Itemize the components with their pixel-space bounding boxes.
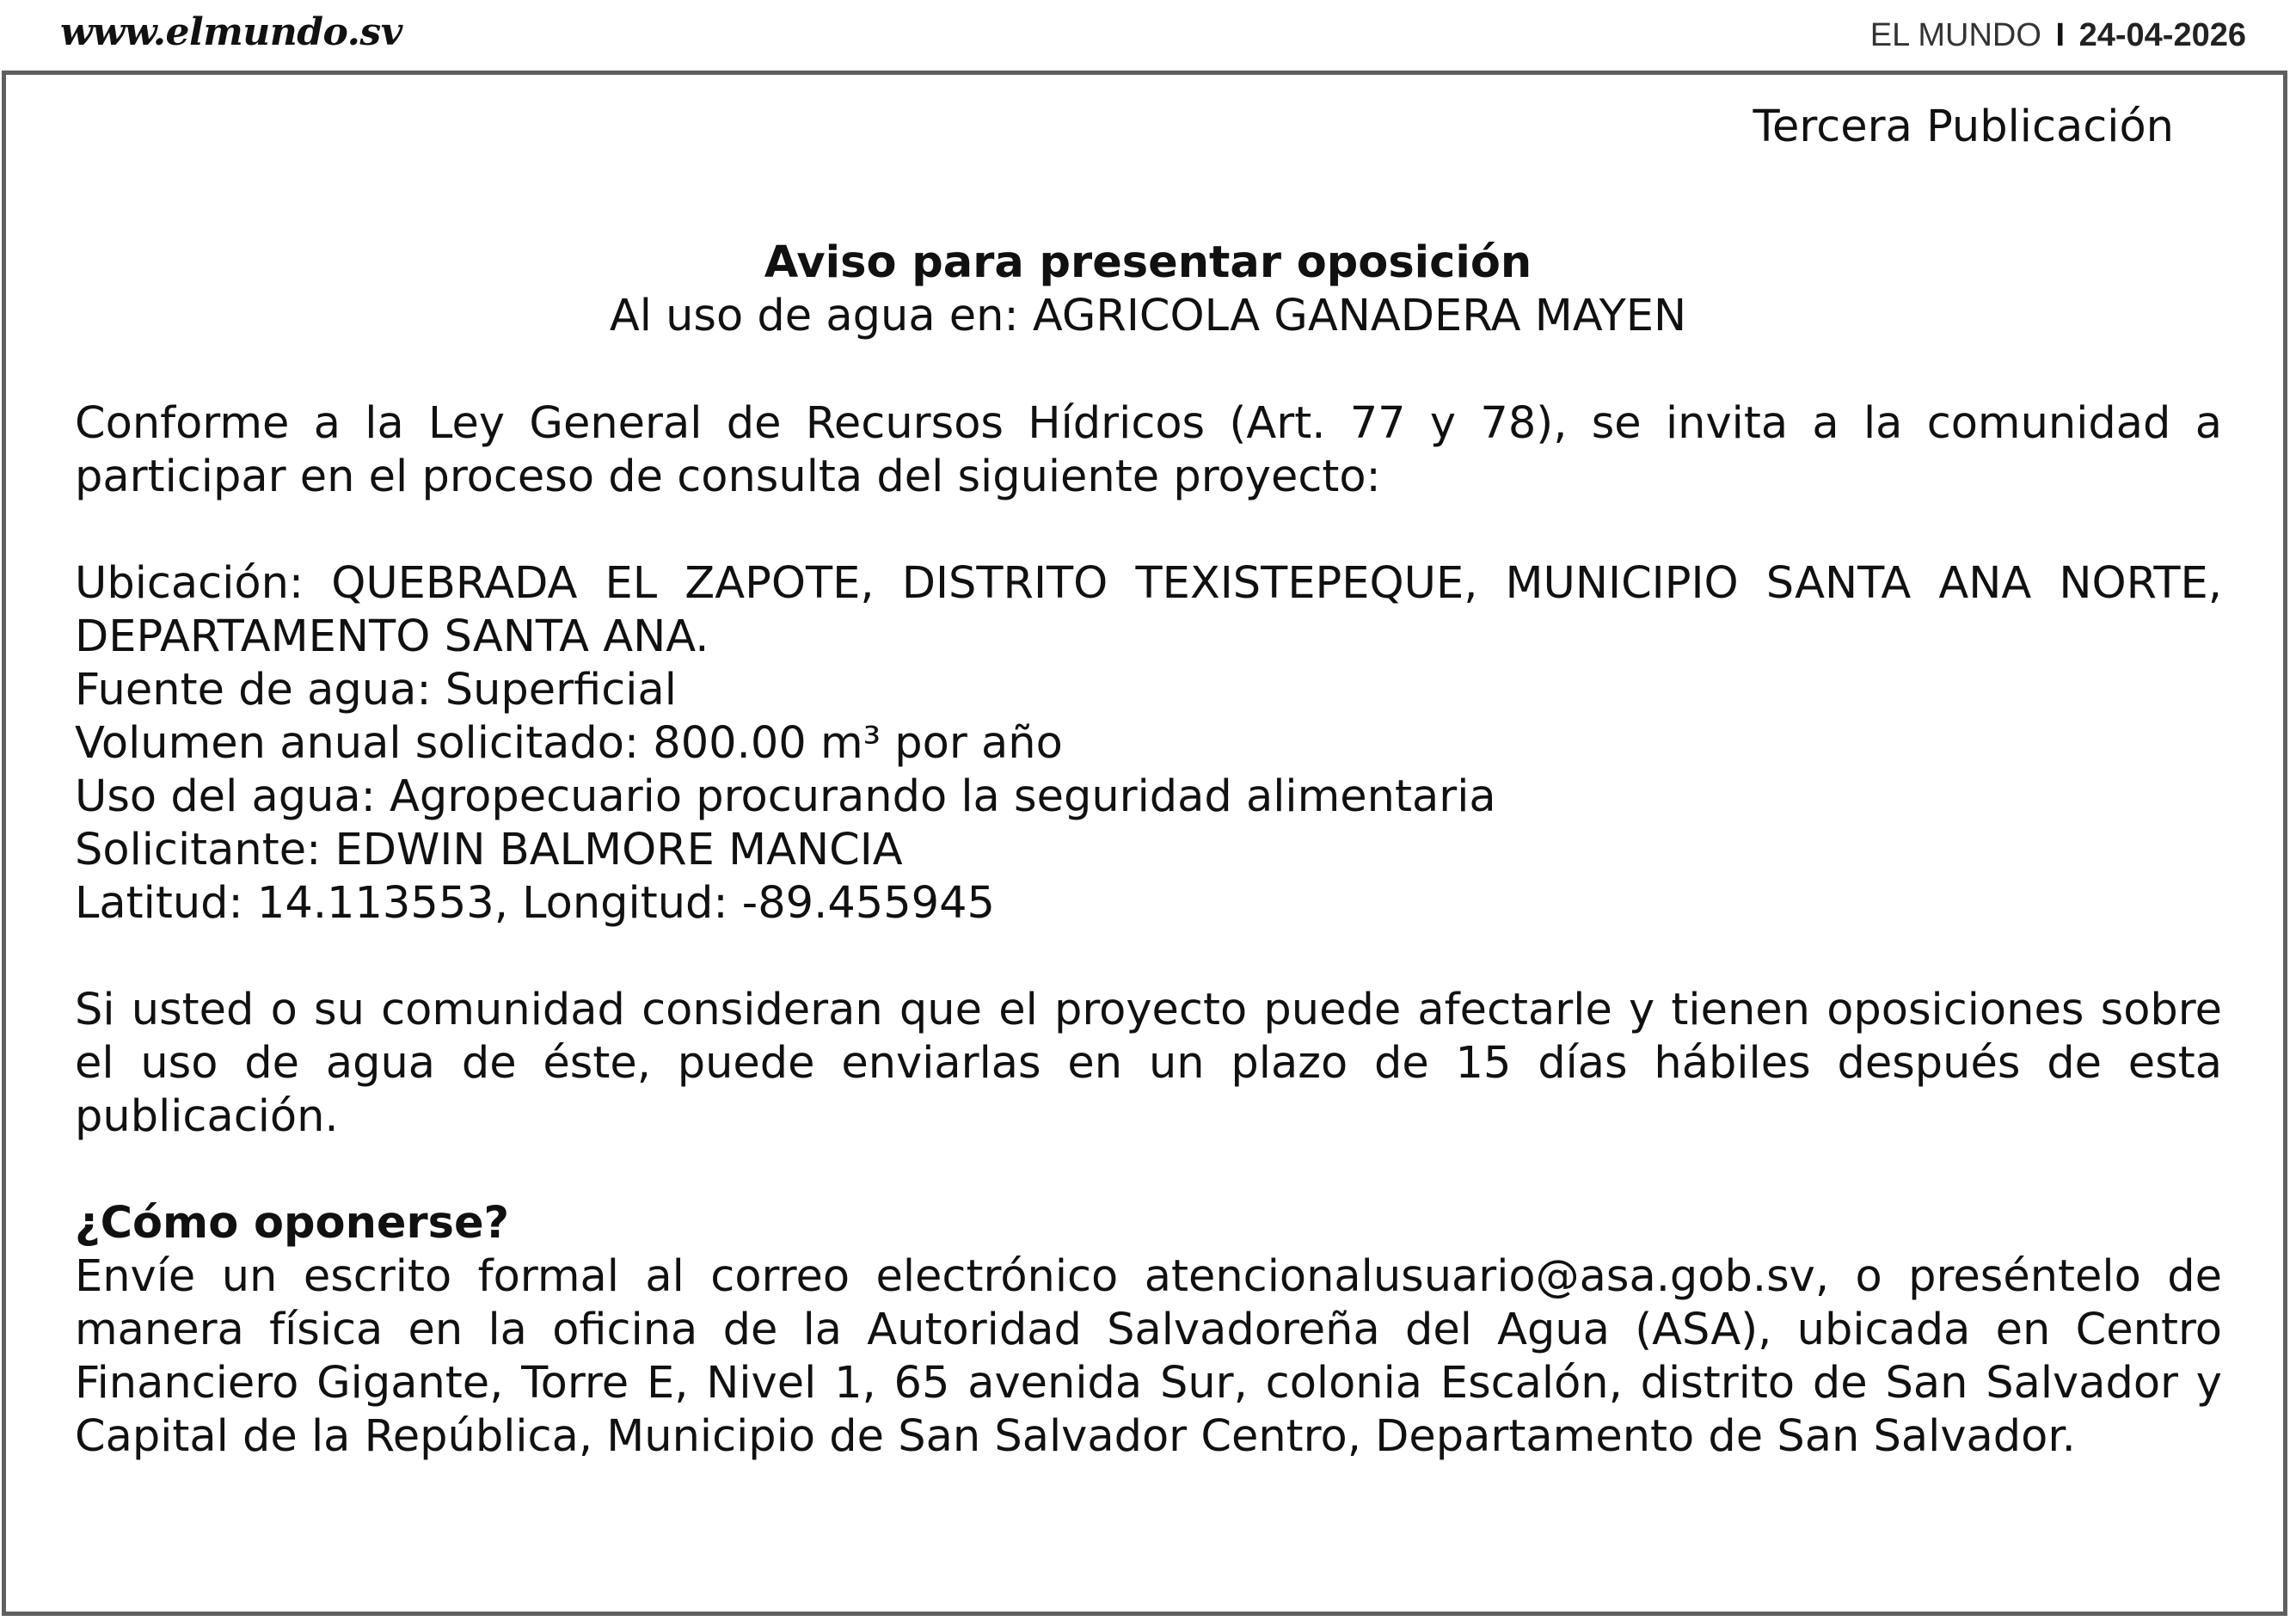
water-use-detail: Uso del agua: Agropecuario procurando la seguridad alimentaria xyxy=(75,771,1496,822)
opposition-paragraph: Si usted o su comunidad consideran que el proyecto puede afectarle y tienen oposiciones sobre el uso de agua de éste, puede enviarlas en un plazo de 15 días hábiles después de esta publicación. xyxy=(75,985,2222,1142)
annual-volume-detail: Volumen anual solicitado: 800.00 m³ por año xyxy=(75,718,1063,769)
issue-date: 24-04-2026 xyxy=(2078,17,2246,53)
how-to-paragraph: Envíe un escrito formal al correo electrónico atencionalusuario@asa.gob.sv, o preséntelo de manera física en la oficina de la Autoridad Salvadoreña del Agua (ASA), ubicada en Centro Financiero Gigante, Torre E, Nivel 1, 65 avenida Sur, colonia Escalón, distrito de San Salvador y Capital de la República, Municipio de San Salvador Centro, Departamento de San Salvador. xyxy=(75,1251,2222,1462)
publication-label: Tercera Publicación xyxy=(1753,101,2174,152)
newspaper-name: EL MUNDO xyxy=(1869,17,2041,53)
masthead xyxy=(0,0,2296,69)
project-details xyxy=(75,664,2222,930)
intro-paragraph: Conforme a la Ley General de Recursos Hídricos (Art. 77 y 78), se invita a la comunidad a participar en el proceso de consulta del siguiente proyecto: xyxy=(75,398,2222,502)
site-url[interactable]: www.elmundo.sv xyxy=(60,10,402,54)
applicant-detail: Solicitante: EDWIN BALMORE MANCIA xyxy=(75,825,903,875)
water-source-detail: Fuente de agua: Superficial xyxy=(75,665,677,715)
location-detail: Ubicación: QUEBRADA EL ZAPOTE, DISTRITO TEXISTEPEQUE, MUNICIPIO SANTA ANA NORTE, DEPARTAMENTO SANTA ANA. xyxy=(75,558,2222,662)
coordinates-detail: Latitud: 14.113553, Longitud: -89.455945 xyxy=(75,878,996,929)
notice-subtitle: Al uso de agua en: AGRICOLA GANADERA MAYEN xyxy=(609,291,1687,341)
header-separator: I xyxy=(2055,17,2066,53)
issue-info xyxy=(1870,17,2246,54)
how-to-heading: ¿Cómo oponerse? xyxy=(75,1198,510,1249)
notice-title: Aviso para presentar oposición xyxy=(764,237,1532,288)
